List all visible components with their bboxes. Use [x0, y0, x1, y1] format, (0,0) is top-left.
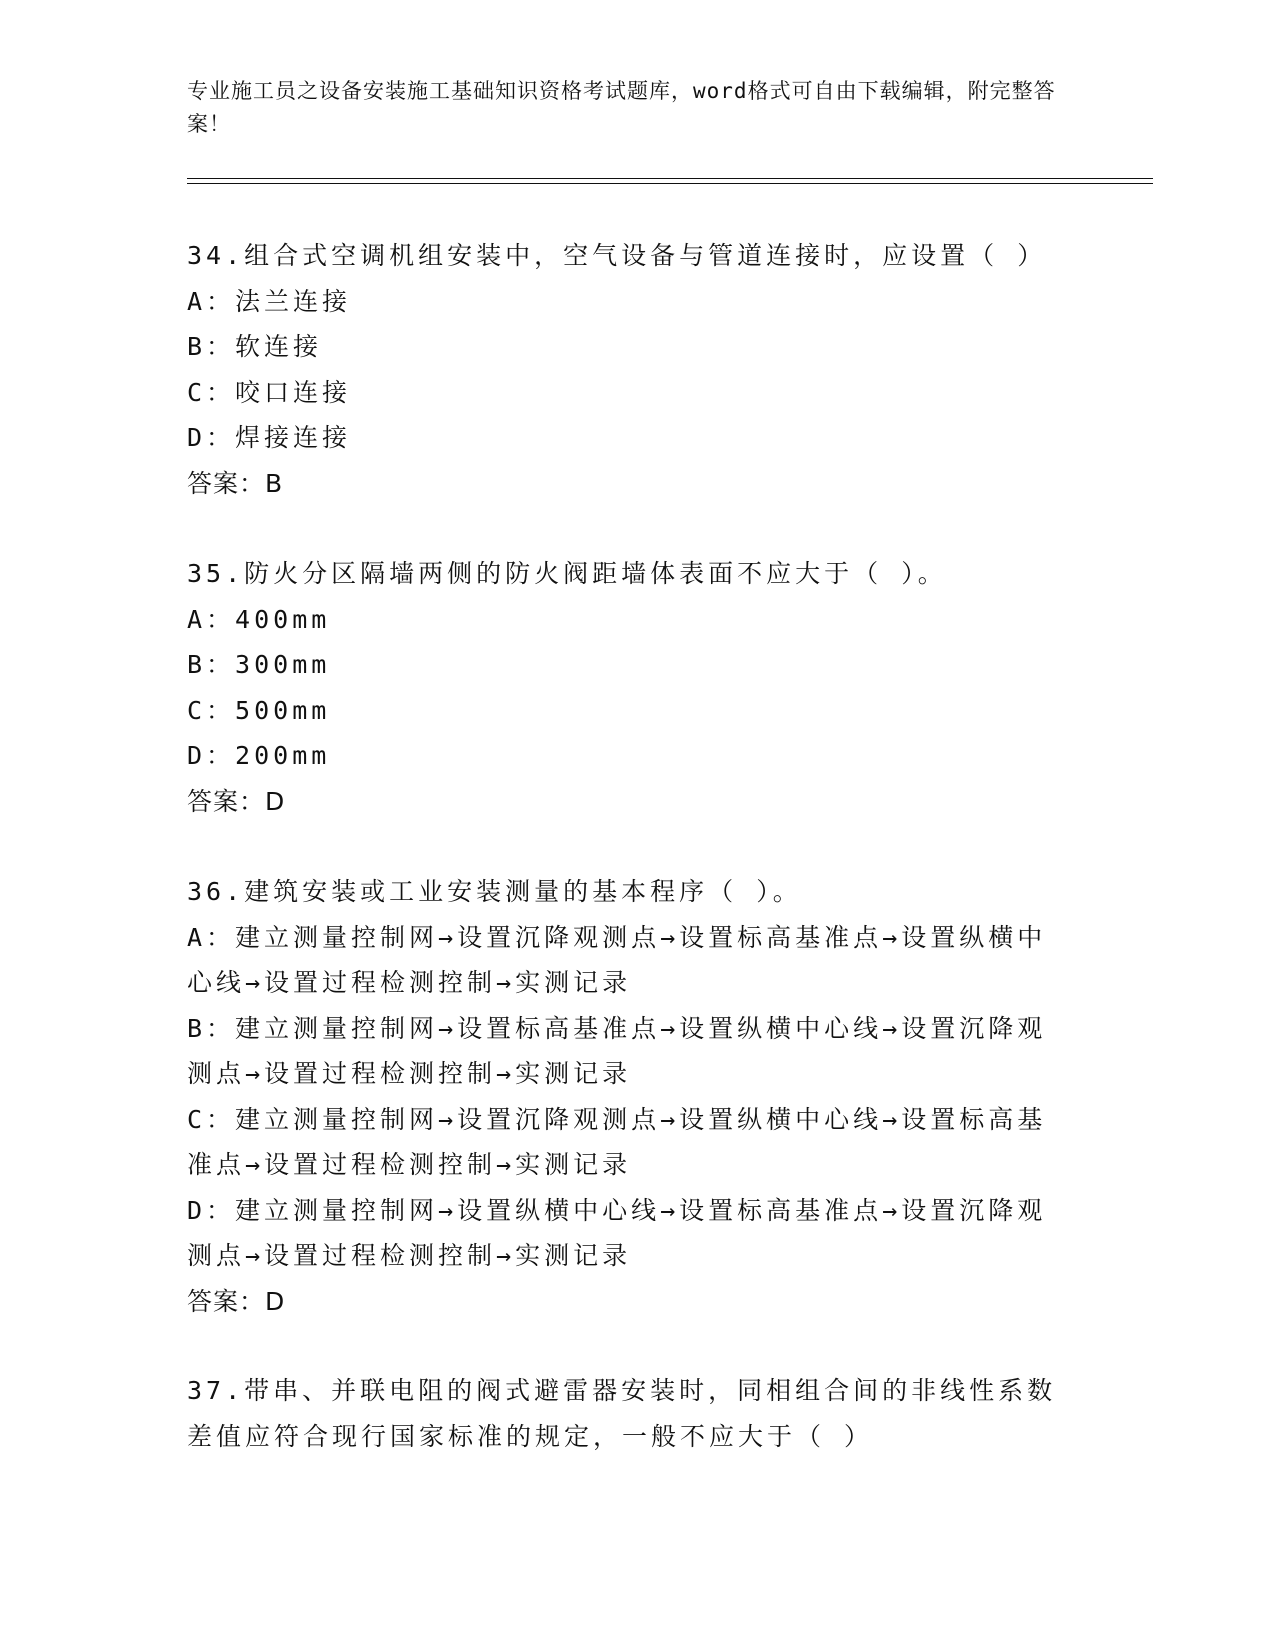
- header-divider-bottom: [187, 183, 1153, 184]
- question-stem: 36.建筑安装或工业安装测量的基本程序（ ）。: [187, 877, 802, 906]
- option-d: D：200mm: [187, 741, 331, 770]
- answer: 答案：D: [187, 786, 286, 816]
- option-d: D：建立测量控制网→设置纵横中心线→设置标高基准点→设置沉降观测点→设置过程检测控制→实测记录: [187, 1195, 1047, 1270]
- question-stem: 34.组合式空调机组安装中，空气设备与管道连接时，应设置（ ）: [187, 241, 1047, 270]
- option-a: A：法兰连接: [187, 286, 352, 316]
- option-c: C：建立测量控制网→设置沉降观测点→设置纵横中心线→设置标高基准点→设置过程检测控制→实测记录: [187, 1104, 1047, 1179]
- option-c: C：500mm: [187, 695, 331, 725]
- answer: 答案：D: [187, 1286, 286, 1316]
- option-a: A：建立测量控制网→设置沉降观测点→设置标高基准点→设置纵横中心线→设置过程检测控制→实测记录: [187, 922, 1047, 997]
- option-b: B：软连接: [187, 332, 323, 361]
- question-35: [187, 551, 1067, 824]
- question-34: [187, 233, 1067, 506]
- document-header: 专业施工员之设备安装施工基础知识资格考试题库，word格式可自由下载编辑，附完整答案！: [187, 79, 1056, 136]
- header-divider-top: [187, 178, 1153, 179]
- option-a: A：400mm: [187, 604, 331, 634]
- option-b: B：建立测量控制网→设置标高基准点→设置纵横中心线→设置沉降观测点→设置过程检测控制→实测记录: [187, 1013, 1047, 1088]
- option-d: D：焊接连接: [187, 423, 352, 452]
- question-stem: 37.带串、并联电阻的阀式避雷器安装时，同相组合间的非线性系数差值应符合现行国家标准的规定，一般不应大于（ ）: [187, 1376, 1057, 1451]
- option-c: C：咬口连接: [187, 377, 352, 407]
- question-37: [187, 1368, 1067, 1459]
- question-stem: 35.防火分区隔墙两侧的防火阀距墙体表面不应大于（ ）。: [187, 559, 947, 588]
- answer: 答案：B: [187, 468, 284, 498]
- question-36: [187, 869, 1067, 1324]
- option-b: B：300mm: [187, 650, 331, 679]
